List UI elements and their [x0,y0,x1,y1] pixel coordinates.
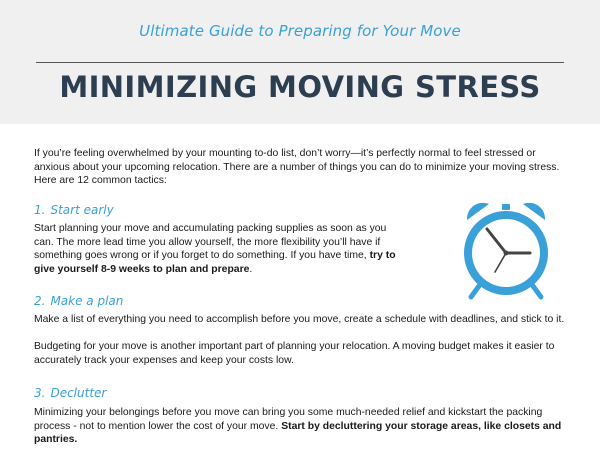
section-paragraph: Budgeting for your move is another important part of planning your relocation. A moving budget makes it easier to accurately track your expenses and keep your costs low. [34,341,555,366]
header-divider [36,62,564,63]
section-number: 2. [34,294,46,308]
paragraph-emphasis: Start by decluttering your storage areas, like closets and pantries. [34,420,562,445]
section-heading-make-a-plan [34,294,123,308]
page-subtitle: Ultimate Guide to Preparing for Your Move [139,22,461,40]
paragraph-tail: . [249,263,253,275]
paragraph-emphasis: try to give yourself 8-9 weeks to plan and prepare [34,250,396,275]
page-title: MINIMIZING MOVING STRESS [59,70,541,104]
section-paragraph [34,406,574,447]
intro-paragraph: If you’re feeling overwhelmed by your mounting to-do list, don’t worry—it’s perfectly normal to feel stressed or anxious about your upcoming relocation. There are a number of things you can do to minimize your moving stress. Here are 12 common tactics: [34,148,560,186]
section-title: Start early [50,203,114,217]
section-number: 3. [34,386,46,400]
section-title: Make a plan [50,294,124,308]
page-header [0,0,600,124]
section-heading-start-early [34,203,114,217]
section-number: 1. [34,203,46,217]
section-paragraph [34,222,399,276]
alarm-clock-icon [455,198,557,300]
section-paragraph: Make a list of everything you need to accomplish before you move, create a schedule with deadlines, and stick to it. [34,314,565,325]
paragraph-text: Start planning your move and accumulating packing supplies as soon as you can. The more lead time you allow yourself, the more flexibility you’ll have if something goes wrong or if you forget to do something. If you have time, [34,223,387,261]
section-title: Declutter [50,386,107,400]
paragraph-text: Minimizing your belongings before you move can bring you some much-needed relief and kickstart the packing process - not to mention lower the cost of your move. [34,407,543,432]
section-heading-declutter [34,386,106,400]
